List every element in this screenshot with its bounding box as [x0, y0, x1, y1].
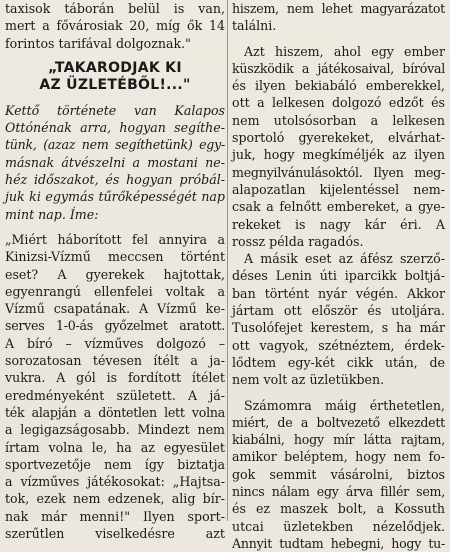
spacer [5, 223, 225, 231]
paragraph-4 [232, 397, 445, 552]
body-line: déses Lenin úti iparcikk boltjá- [232, 268, 445, 284]
body-line: nincs nálam egy árva fillér sem, [232, 484, 445, 500]
body-line: ték alapján a döntetlen lett volna [5, 404, 225, 420]
body-line: sportoló gyerekeket, elvárhat- [232, 130, 445, 146]
paragraph-2 [232, 43, 445, 251]
body-line: egyenrangú ellenfelei voltak a [5, 283, 225, 299]
body-line: utcai üzletekben nézelődjek. [232, 518, 445, 534]
body-line: sportvezetője nem így biztatja [5, 456, 225, 472]
body-line: Tusolófejet kerestem, s ha már [232, 320, 445, 336]
body-line: jártam ott először és utoljára. [232, 303, 445, 319]
body-line: eredményeként született. A já- [5, 387, 225, 403]
body-line: eset? A gyerekek hajtottak, [5, 266, 225, 282]
headline-line: AZ ÜZLETÉBŐL!..." [39, 76, 191, 93]
body-line: ott vagyok, szétnéztem, érdek- [232, 337, 445, 353]
intro-line: mint nap. Íme: [5, 206, 99, 222]
spacer [5, 52, 225, 60]
body-line: kiabálni, hogy mír látta rajtam, [232, 432, 445, 448]
body-line: megnyilvánulásoktól. Ilyen meg- [232, 164, 445, 180]
body-line: nem volt az üzletükben. [232, 372, 385, 388]
spacer [232, 35, 445, 43]
intro-line: Ottónénak arra, hogyan segíthe- [5, 120, 225, 136]
intro-line: másnak átvészelni a mostani ne- [5, 154, 225, 170]
article-intro [5, 102, 225, 223]
body-line: „Miért háborított fel annyira a [5, 231, 225, 247]
body-line: lődtem egy-két cikk után, de [232, 354, 445, 370]
body-line: szerűtlen viselkedésre azt [5, 526, 225, 542]
body-line: Kinizsi-Vízmű meccsen történt [5, 249, 225, 265]
body-line: írtam volna le, ha az egyesület [5, 439, 225, 455]
article-headline [5, 60, 225, 94]
body-line: gok semmit vásárolni, biztos [232, 466, 445, 482]
body-line: ban történt nyár végén. Akkor [232, 285, 445, 301]
body-line: rossz példa ragadós. [232, 233, 364, 249]
body-line: alapozatlan kijelentéssel nem- [232, 181, 445, 197]
body-line: csak a felnőtt embereket, a gye- [232, 199, 445, 215]
body-line: küszködik a játékosaival, bíróval [232, 60, 445, 76]
body-line: tok, ezek nem edzenek, alig bír- [5, 491, 225, 507]
body-line: Számomra máig érthetetlen, [244, 397, 445, 413]
headline-line: „TAKARODJAK KI [48, 59, 182, 76]
intro-line: juk ki egymás tűrőképességét nap [5, 189, 225, 205]
spacer [232, 389, 445, 397]
body-line: nak már menni!" Ilyen sport- [5, 508, 225, 524]
left-column [5, 0, 225, 542]
intro-line: héz időszakot, és hogyan próbál- [5, 172, 225, 188]
body-line: ott a lelkesen dolgozó edzőt és [232, 95, 445, 111]
text-line: mert a fővárosiak 20, míg ők 14 [5, 18, 225, 34]
intro-line: Kettő története van Kalapos [5, 102, 225, 118]
intro-line: tünk, (azaz nem segíthetünk) egy- [5, 137, 225, 153]
body-line: a vízműves játékosokat: „Hajtsa- [5, 474, 225, 490]
column-divider [227, 0, 228, 521]
body-line: rekeket is nagy kár éri. A [232, 216, 445, 232]
paragraph-3 [232, 250, 445, 388]
text-line: taxisok táborán belül is van, [5, 1, 225, 16]
body-line: amikor beléptem, hogy nem fo- [232, 449, 445, 465]
body-line: vukra. A gól is fordított ítélet [5, 370, 225, 386]
body-line: A másik eset az áfész szerző- [244, 251, 445, 267]
body-line: miért, de a boltvezető elkezdett [232, 414, 445, 430]
article-body-left [5, 231, 225, 542]
body-line: Annyit tudtam hebegni, hogy tu- [232, 535, 445, 551]
paragraph-1 [232, 0, 445, 35]
body-line: a legigazságosabb. Mindezt nem [5, 422, 225, 438]
body-line: serves 1-0-ás győzelmet aratott. [5, 318, 225, 334]
body-line: nem utolsósorban a lelkesen [232, 112, 445, 128]
body-line: és ilyen bekiabáló emberekkel, [232, 78, 445, 94]
body-line: és ez maszek bolt, a Kossuth [232, 501, 445, 517]
body-line: találni. [232, 18, 277, 34]
right-column [232, 0, 445, 551]
spacer [5, 94, 225, 102]
top-paragraph [5, 0, 225, 52]
body-line: hiszem, nem lehet magyarázatot [232, 1, 445, 16]
body-line: Vízmű csapatának. A Vízmű ke- [5, 301, 225, 317]
body-line: sorozatosan tévesen ítélt a ja- [5, 353, 225, 369]
body-line: Azt hiszem, ahol egy ember [244, 43, 445, 59]
text-line: forintos tarifával dolgoznak." [5, 35, 191, 51]
body-line: A bíró – vízműves dolgozó – [5, 335, 225, 351]
body-line: juk, hogy megkíméljék az ilyen [232, 147, 445, 163]
